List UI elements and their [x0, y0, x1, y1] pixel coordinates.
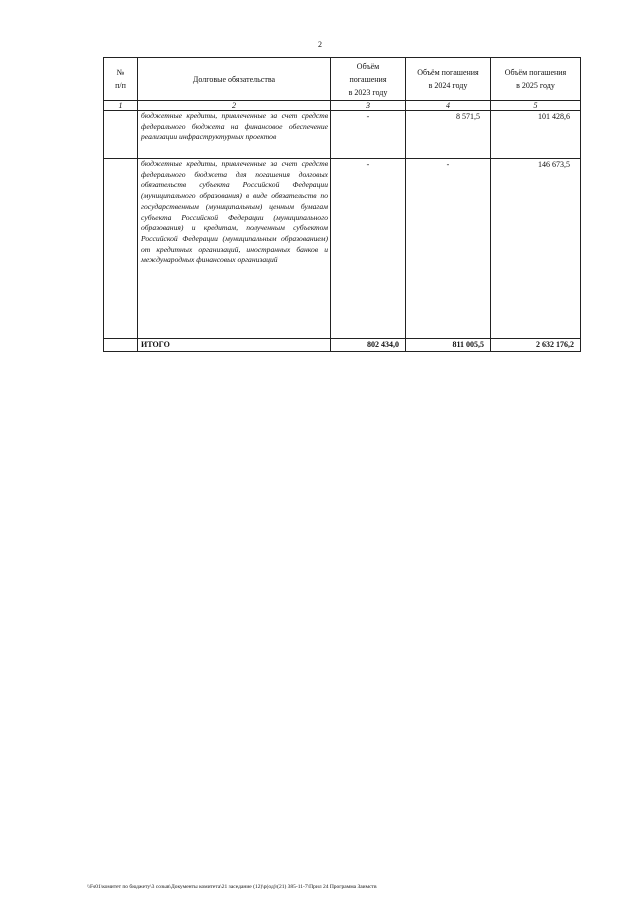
- total-2025: 2 632 176,2: [491, 339, 581, 352]
- column-index-cell: 5: [491, 101, 581, 111]
- row-description: бюджетные кредиты, привлеченные за счет средств федерального бюджета на финансовое обеспечение реализации инфраструктурных проектов: [138, 111, 331, 159]
- total-2023: 802 434,0: [331, 339, 406, 352]
- total-label: ИТОГО: [138, 339, 331, 352]
- debt-repayment-table: [103, 57, 581, 352]
- table-row: [104, 111, 581, 159]
- column-index-cell: 4: [406, 101, 491, 111]
- table-row: [104, 159, 581, 339]
- total-num-cell: [104, 339, 138, 352]
- row-value-2024: -: [406, 159, 491, 339]
- table-header-row: [104, 58, 581, 101]
- row-value-2025: 146 673,5: [491, 159, 581, 339]
- row-num: [104, 111, 138, 159]
- row-value-2024: 8 571,5: [406, 111, 491, 159]
- row-value-2023: -: [331, 111, 406, 159]
- header-2024: Объём погашения в 2024 году: [406, 58, 491, 101]
- total-row: [104, 339, 581, 352]
- page-number: 2: [318, 40, 322, 49]
- header-2025: Объём погашения в 2025 году: [491, 58, 581, 101]
- column-index-cell: 1: [104, 101, 138, 111]
- row-value-2025: 101 428,6: [491, 111, 581, 159]
- row-value-2023: -: [331, 159, 406, 339]
- row-description: бюджетные кредиты, привлеченные за счет средств федерального бюджета для погашения долговых обязательств субъекта Российской Федерации (муниципального образования) в виде обязательств по государственным (муниципальным) ценным бумагам субъекта Российской Федерации (муниципального образования) и кредитам, полученным субъектом Российской Федерации (муниципальным образованием) от кредитных организаций, иностранных банков и международных финансовых организаций: [138, 159, 331, 339]
- row-num: [104, 159, 138, 339]
- header-num: № п/п: [104, 58, 138, 101]
- column-index-cell: 2: [138, 101, 331, 111]
- footer-file-path: \\Fs01\комитет по бюджету\3 созыв\Документы комитета\21 заседание (12)\р(од)\(21) 385-11-7\Прил 24 Программа Заимств: [87, 884, 377, 890]
- header-obligations: Долговые обязательства: [138, 58, 331, 101]
- header-2023: Объём погашения в 2023 году: [331, 58, 406, 101]
- column-index-cell: 3: [331, 101, 406, 111]
- total-2024: 811 005,5: [406, 339, 491, 352]
- column-index-row: [104, 101, 581, 111]
